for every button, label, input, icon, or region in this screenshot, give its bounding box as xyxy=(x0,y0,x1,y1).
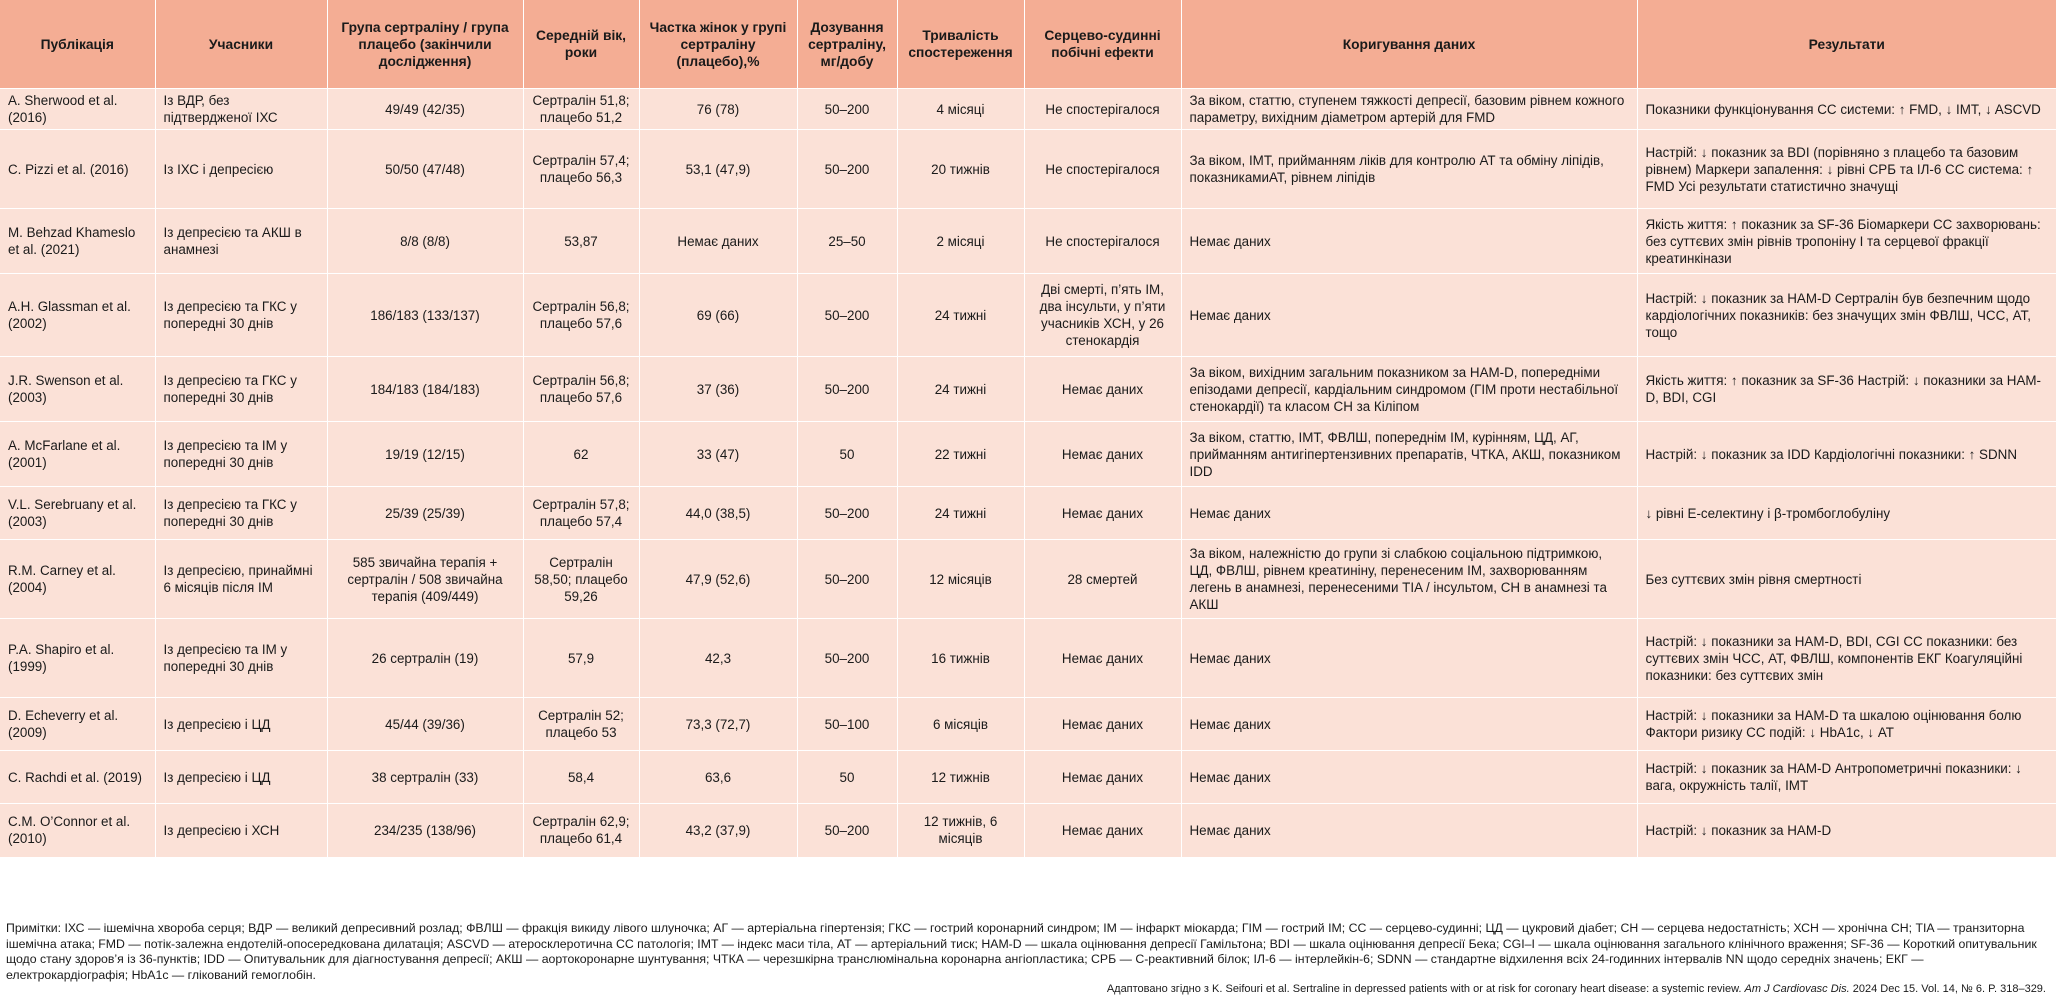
publication-cell: A. McFarlane et al. (2001) xyxy=(0,422,155,487)
source-journal: Am J Cardiovasc Dis. xyxy=(1744,983,1850,995)
dosage-cell: 50–200 xyxy=(797,487,897,540)
dosage-cell: 50–200 xyxy=(797,804,897,857)
groups-cell: 8/8 (8/8) xyxy=(327,209,523,274)
women-share-cell: 76 (78) xyxy=(639,89,797,130)
follow-up-cell: 4 місяці xyxy=(897,89,1024,130)
adjustment-cell: Немає даних xyxy=(1181,487,1637,540)
women-share-cell: 43,2 (37,9) xyxy=(639,804,797,857)
adjustment-cell: Немає даних xyxy=(1181,209,1637,274)
follow-up-cell: 24 тижні xyxy=(897,487,1024,540)
adjustment-cell: За віком, вихідним загальним показником за HAM-D, попередніми епізодами депресії, кардіальним синдромом (ГІМ проти нестабільної стенокардії) та класом СН за Кіліпом xyxy=(1181,357,1637,422)
mean-age-cell: Сертралін 58,50; плацебо 59,26 xyxy=(523,540,639,619)
mean-age-cell: Сертралін 56,8; плацебо 57,6 xyxy=(523,357,639,422)
mean-age-cell: 57,9 xyxy=(523,619,639,698)
participants-cell: Із депресією та ГКС у попередні 30 днів xyxy=(155,487,327,540)
adjustment-cell: За віком, статтю, ІМТ, ФВЛШ, попереднім ІМ, курінням, ЦД, АГ, прийманням антигіпертензивних препаратів, ЧТКА, АКШ, показником IDD xyxy=(1181,422,1637,487)
results-cell: Настрій: ↓ показник за HAM-D xyxy=(1637,804,2056,857)
cv-effects-cell: Не спостерігалося xyxy=(1024,209,1181,274)
publication-cell: R.M. Carney et al. (2004) xyxy=(0,540,155,619)
participants-cell: Із депресією та АКШ в анамнезі xyxy=(155,209,327,274)
header-cv-adverse-effects: Серцево-судинні побічні ефекти xyxy=(1024,0,1181,89)
publication-cell: D. Echeverry et al. (2009) xyxy=(0,698,155,751)
follow-up-cell: 24 тижні xyxy=(897,357,1024,422)
follow-up-cell: 6 місяців xyxy=(897,698,1024,751)
header-data-adjustment: Коригування даних xyxy=(1181,0,1637,89)
table-row xyxy=(0,209,2056,274)
groups-cell: 19/19 (12/15) xyxy=(327,422,523,487)
cv-effects-cell: Немає даних xyxy=(1024,357,1181,422)
adjustment-cell: За віком, статтю, ступенем тяжкості депресії, базовим рівнем кожного параметру, вихідним діаметром артерій для FMD xyxy=(1181,89,1637,130)
results-cell: Показники функціонування СС системи: ↑ FMD, ↓ IMT, ↓ ASCVD xyxy=(1637,89,2056,130)
cv-effects-cell: Немає даних xyxy=(1024,422,1181,487)
table-row xyxy=(0,619,2056,698)
women-share-cell: 42,3 xyxy=(639,619,797,698)
women-share-cell: 37 (36) xyxy=(639,357,797,422)
follow-up-cell: 12 тижнів xyxy=(897,751,1024,804)
table-row xyxy=(0,130,2056,209)
table-row xyxy=(0,487,2056,540)
participants-cell: Із ІХС і депресією xyxy=(155,130,327,209)
follow-up-cell: 24 тижні xyxy=(897,274,1024,357)
table-row xyxy=(0,89,2056,130)
table-row xyxy=(0,540,2056,619)
cv-effects-cell: Не спостерігалося xyxy=(1024,130,1181,209)
follow-up-cell: 20 тижнів xyxy=(897,130,1024,209)
results-cell: Якість життя: ↑ показник за SF-36 Біомаркери СС захворювань: без суттєвих змін рівнів тропоніну I та серцевої фракції креатинкінази xyxy=(1637,209,2056,274)
cv-effects-cell: Немає даних xyxy=(1024,487,1181,540)
women-share-cell: Немає даних xyxy=(639,209,797,274)
dosage-cell: 50–200 xyxy=(797,357,897,422)
women-share-cell: 69 (66) xyxy=(639,274,797,357)
adjustment-cell: Немає даних xyxy=(1181,804,1637,857)
publication-cell: C. Pizzi et al. (2016) xyxy=(0,130,155,209)
women-share-cell: 73,3 (72,7) xyxy=(639,698,797,751)
table-row xyxy=(0,698,2056,751)
header-participants: Учасники xyxy=(155,0,327,89)
results-cell: Настрій: ↓ показник за IDD Кардіологічні показники: ↑ SDNN xyxy=(1637,422,2056,487)
header-follow-up: Тривалість спостереження xyxy=(897,0,1024,89)
results-cell: Без суттєвих змін рівня смертності xyxy=(1637,540,2056,619)
follow-up-cell: 22 тижні xyxy=(897,422,1024,487)
results-cell: Настрій: ↓ показники за HAM-D та шкалою оцінювання болю Фактори ризику СС подій: ↓ HbA1c, ↓ АТ xyxy=(1637,698,2056,751)
dosage-cell: 50–200 xyxy=(797,89,897,130)
header-mean-age: Середній вік, роки xyxy=(523,0,639,89)
header-results: Результати xyxy=(1637,0,2056,89)
publication-cell: A. Sherwood et al. (2016) xyxy=(0,89,155,130)
mean-age-cell: Сертралін 57,4; плацебо 56,3 xyxy=(523,130,639,209)
groups-cell: 50/50 (47/48) xyxy=(327,130,523,209)
participants-cell: Із депресією і ХСН xyxy=(155,804,327,857)
adjustment-cell: Немає даних xyxy=(1181,751,1637,804)
groups-cell: 25/39 (25/39) xyxy=(327,487,523,540)
header-publication: Публікація xyxy=(0,0,155,89)
groups-cell: 585 звичайна терапія + сертралін / 508 звичайна терапія (409/449) xyxy=(327,540,523,619)
adjustment-cell: За віком, належністю до групи зі слабкою соціальною підтримкою, ЦД, ФВЛШ, рівнем креатиніну, перенесеним ІМ, захворюванням легень в анамнезі, перенесеними TIA / інсультом, СН в анамнезі та АКШ xyxy=(1181,540,1637,619)
mean-age-cell: Сертралін 56,8; плацебо 57,6 xyxy=(523,274,639,357)
publication-cell: J.R. Swenson et al. (2003) xyxy=(0,357,155,422)
dosage-cell: 50–200 xyxy=(797,619,897,698)
women-share-cell: 47,9 (52,6) xyxy=(639,540,797,619)
publication-cell: P.A. Shapiro et al. (1999) xyxy=(0,619,155,698)
table-body xyxy=(0,89,2056,857)
participants-cell: Із депресією і ЦД xyxy=(155,751,327,804)
table-row xyxy=(0,422,2056,487)
participants-cell: Із депресією, принаймні 6 місяців після ІМ xyxy=(155,540,327,619)
dosage-cell: 50 xyxy=(797,422,897,487)
participants-cell: Із депресією та ГКС у попередні 30 днів xyxy=(155,357,327,422)
adjustment-cell: Немає даних xyxy=(1181,619,1637,698)
publication-cell: M. Behzad Khameslo et al. (2021) xyxy=(0,209,155,274)
publication-cell: V.L. Serebruany et al. (2003) xyxy=(0,487,155,540)
header-women-share: Частка жінок у групі сертраліну (плацебо),% xyxy=(639,0,797,89)
participants-cell: Із ВДР, без підтвердженої ІХС xyxy=(155,89,327,130)
mean-age-cell: Сертралін 51,8; плацебо 51,2 xyxy=(523,89,639,130)
groups-cell: 49/49 (42/35) xyxy=(327,89,523,130)
participants-cell: Із депресією та ІМ у попередні 30 днів xyxy=(155,422,327,487)
mean-age-cell: Сертралін 62,9; плацебо 61,4 xyxy=(523,804,639,857)
dosage-cell: 50–200 xyxy=(797,130,897,209)
table-row xyxy=(0,751,2056,804)
mean-age-cell: Сертралін 52; плацебо 53 xyxy=(523,698,639,751)
source-citation xyxy=(1107,982,2046,996)
groups-cell: 186/183 (133/137) xyxy=(327,274,523,357)
follow-up-cell: 2 місяці xyxy=(897,209,1024,274)
header-dosage: Дозування сертраліну, мг/добу xyxy=(797,0,897,89)
follow-up-cell: 12 тижнів, 6 місяців xyxy=(897,804,1024,857)
table-row xyxy=(0,274,2056,357)
women-share-cell: 53,1 (47,9) xyxy=(639,130,797,209)
groups-cell: 184/183 (184/183) xyxy=(327,357,523,422)
participants-cell: Із депресією і ЦД xyxy=(155,698,327,751)
cv-effects-cell: Не спостерігалося xyxy=(1024,89,1181,130)
mean-age-cell: Сертралін 57,8; плацебо 57,4 xyxy=(523,487,639,540)
source-suffix: 2024 Dec 15. Vol. 14, № 6. P. 318–329. xyxy=(1849,983,2046,995)
table-header-row xyxy=(0,0,2056,89)
cv-effects-cell: Дві смерті, п’ять ІМ, два інсульти, у п’яти учасників ХСН, у 26 стенокардія xyxy=(1024,274,1181,357)
participants-cell: Із депресією та ГКС у попередні 30 днів xyxy=(155,274,327,357)
cv-effects-cell: Немає даних xyxy=(1024,698,1181,751)
table-row xyxy=(0,804,2056,857)
groups-cell: 26 сертралін (19) xyxy=(327,619,523,698)
publication-cell: C. Rachdi et al. (2019) xyxy=(0,751,155,804)
publication-cell: C.M. O’Connor et al. (2010) xyxy=(0,804,155,857)
dosage-cell: 50–100 xyxy=(797,698,897,751)
follow-up-cell: 12 місяців xyxy=(897,540,1024,619)
groups-cell: 234/235 (138/96) xyxy=(327,804,523,857)
women-share-cell: 63,6 xyxy=(639,751,797,804)
source-prefix: Адаптовано згідно з K. Seifouri et al. Sertraline in depressed patients with or at risk for coronary heart disease: a systemic review. xyxy=(1106,983,1745,995)
dosage-cell: 25–50 xyxy=(797,209,897,274)
results-cell: Настрій: ↓ показник за HAM-D Антропометричні показники: ↓ вага, окружність талії, ІМТ xyxy=(1637,751,2056,804)
table-row xyxy=(0,357,2056,422)
mean-age-cell: 62 xyxy=(523,422,639,487)
publication-cell: A.H. Glassman et al. (2002) xyxy=(0,274,155,357)
dosage-cell: 50 xyxy=(797,751,897,804)
results-cell: Настрій: ↓ показник за BDI (порівняно з плацебо та базовим рівнем) Маркери запалення: ↓ рівні СРБ та ІЛ-6 СС система: ↑ FMD Усі результати статистично значущі xyxy=(1637,130,2056,209)
adjustment-cell: Немає даних xyxy=(1181,274,1637,357)
dosage-cell: 50–200 xyxy=(797,540,897,619)
results-cell: ↓ рівні Е-селектину і β-тромбоглобуліну xyxy=(1637,487,2056,540)
adjustment-cell: Немає даних xyxy=(1181,698,1637,751)
dosage-cell: 50–200 xyxy=(797,274,897,357)
cv-effects-cell: 28 смертей xyxy=(1024,540,1181,619)
follow-up-cell: 16 тижнів xyxy=(897,619,1024,698)
table-notes: Примітки: ІХС — ішемічна хвороба серця; ВДР — великий депресивний розлад; ФВЛШ — фракція викиду лівого шлуночка; АГ — артеріальна гіпертензія; ГКС — гострий коронарний синдром; ІМ — інфаркт міокарда; ГІМ — гострий ІМ; СС — серцево-судинні; ЦД — цукровий діабет; СН — серцева недостатність; ХСН — хронічна СН; TIA — транзиторна ішемічна атака; FMD — потік-залежна ендотелій-опосередкована дилатація; ASCVD — атеросклеротична СС патологія; IMT — індекс маси тіла, АТ — артеріальний тиск; HAM-D — шкала оцінювання депресії Гамільтона; BDI — шкала оцінювання депресії Бека; CGI–I — шкала оцінювання загального клінічного враження; SF-36 — Короткий опитувальник щодо стану здоров’я із 36-пунктів; IDD — Опитувальник для діагностування депресії; АКШ — аортокоронарне шунтування; ЧТКА — черезшкірна транслюмінальна коронарна ангіопластика; СРБ — С-реактивний білок; ІЛ-6 — інтерлейкін-6; SDNN — стандартне відхилення всіх 24-годинних інтервалів NN щодо середніх значень; ЕКГ — електрокардіографія; HbA1c — глікований гемоглобін. xyxy=(6,921,2037,982)
groups-cell: 38 сертралін (33) xyxy=(327,751,523,804)
header-groups: Група сертраліну / група плацебо (закінчили дослідження) xyxy=(327,0,523,89)
participants-cell: Із депресією та ІМ у попередні 30 днів xyxy=(155,619,327,698)
cv-effects-cell: Немає даних xyxy=(1024,751,1181,804)
women-share-cell: 33 (47) xyxy=(639,422,797,487)
cv-effects-cell: Немає даних xyxy=(1024,619,1181,698)
results-cell: Настрій: ↓ показники за HAM-D, BDI, CGI СС показники: без суттєвих змін ЧСС, АТ, ФВЛШ, компонентів ЕКГ Коагуляційні показники: без суттєвих змін xyxy=(1637,619,2056,698)
mean-age-cell: 53,87 xyxy=(523,209,639,274)
adjustment-cell: За віком, IMT, прийманням ліків для контролю АТ та обміну ліпідів, показникамиАТ, рівнем ліпідів xyxy=(1181,130,1637,209)
mean-age-cell: 58,4 xyxy=(523,751,639,804)
women-share-cell: 44,0 (38,5) xyxy=(639,487,797,540)
results-cell: Настрій: ↓ показник за HAM-D Сертралін був безпечним щодо кардіологічних показників: без значущих змін ФВЛШ, ЧСС, АТ, тощо xyxy=(1637,274,2056,357)
results-cell: Якість життя: ↑ показник за SF-36 Настрій: ↓ показники за HAM-D, BDI, CGI xyxy=(1637,357,2056,422)
groups-cell: 45/44 (39/36) xyxy=(327,698,523,751)
cv-effects-cell: Немає даних xyxy=(1024,804,1181,857)
